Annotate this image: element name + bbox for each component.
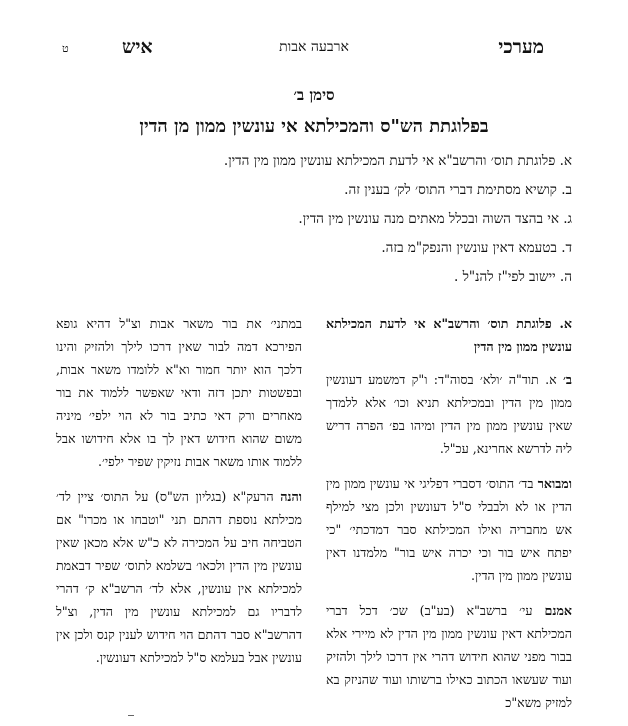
running-header [56, 38, 572, 62]
left-column [56, 312, 302, 681]
header-book-name: מערכי [498, 36, 544, 58]
toc-item: א. פלוגתת תוס׳ והרשב"א אי לדעת המכילתא עונשין ממון מין הדין. [223, 153, 572, 169]
toc-item: ד. בטעמא דאין עונשין והנפק"מ בזה. [381, 240, 572, 256]
page-letter: ט [62, 42, 69, 55]
header-word: איש [122, 36, 153, 58]
right-column [326, 312, 572, 726]
paragraph [326, 368, 572, 460]
header-center-title: ארבעה אבות [279, 39, 349, 55]
siman-heading: סימן ב׳ [293, 86, 335, 104]
paragraph-text: א. תוד"ה ׳ולא׳ בסוה"ד: ו"ק דמשמע דעונשין ממון מין הדין ובמכילתא תניא וכו׳ אלא ללמדך שאין עונשין ממון מין הדין ומיהו בפ׳ הפרה דריש ליה לדרשא אחרינא, עכ"ל. [326, 372, 572, 456]
paragraph-text: הרעק"א (בגליון הש"ס) על התוס׳ ציין לד׳ מכילתא נוספת דהתם תני "וטבחו או מכרו" אם הטביחה חיב על המכירה לא כ"ש אלא מכאן שאין עונשין מין הדין ולכאו׳ בשלמא לתוס׳ שפיר דבאמת למכילתא אין עונשין, אלא לד׳ הרשב"א ק׳ דהרי לדבריו גם למכילתא עונשין מין הדין, וצ"ל דהרשב"א סבר דהתם הוי חידוש לענין קנס ולכן אין עונשין אבל בעלמא ס"ל למכילתא דעונשין. [56, 489, 302, 665]
paragraph-lead: אמנם [544, 603, 572, 618]
paragraph-lead: ב׳ [563, 372, 572, 387]
toc-item: ג. אי בהצד השוה ובכלל מאתים מנה עונשין מין הדין. [298, 211, 572, 227]
toc-item: ה. יישוב לפי"ז להנ"ל . [453, 269, 572, 285]
table-of-contents [56, 147, 572, 292]
paragraph-lead: והנה [280, 489, 302, 504]
paragraph: במתני׳ את בור משאר אבות וצ"ל דהיא גופא הפירכא דמה לבור שאין דרכו לילך ולהזיק והינו דלכך הוא יותר חמור וא"א ללומדו משאר אבות, ובפשטות יתכן דזה ודאי שאפשר ללמוד את בור מאחרים ורק דאי כתיב בור לא הוי ילפי׳ מיניה משום שהוא חידוש דאין לך בו אלא חידושו אבל ללמוד אותו משאר אבות נזיקין שפיר ילפי׳. [56, 316, 302, 469]
paragraph-text: עי׳ ברשב"א (בע"ב) שכ׳ דכל דברי המכילתא דאין עונשין ממון מין הדין לא מיירי אלא בבור מפני שהוא חידוש דהרי אין דרכו לילך ולהזיק ועוד שעשאו הכתוב כאילו ברשותו ועוד שהניזק בא למזיק משא"כ [326, 603, 572, 710]
toc-item: ב. קושיא מסתימת דברי התוס׳ לק׳ בענין זה. [344, 182, 572, 198]
paragraph [326, 599, 572, 714]
paragraph-text: בד׳ התוס׳ דסברי דפליגי אי עונשין ממון מין הדין או לא ולבבלי ס"ל דעונשין ולכן מצי למילף אש מחבריה ואילו המכילתא סבר דמדכתי׳ "כי יפתח איש בור וכי יכרה איש בור" מלמדנו דאין עונשין ממון מין הדין. [326, 476, 572, 583]
paragraph-lead: ומבואר [537, 476, 572, 491]
section-heading: א. פלוגתת תוס׳ והרשב"א אי לדעת המכילתא עונשין ממון מין הדין [326, 316, 572, 354]
paragraph [56, 485, 302, 669]
footnote-rule [128, 715, 134, 722]
paragraph [326, 472, 572, 587]
chapter-title: בפלוגתת הש"ס והמכילתא אי עונשין ממון מן הדין [139, 116, 489, 137]
